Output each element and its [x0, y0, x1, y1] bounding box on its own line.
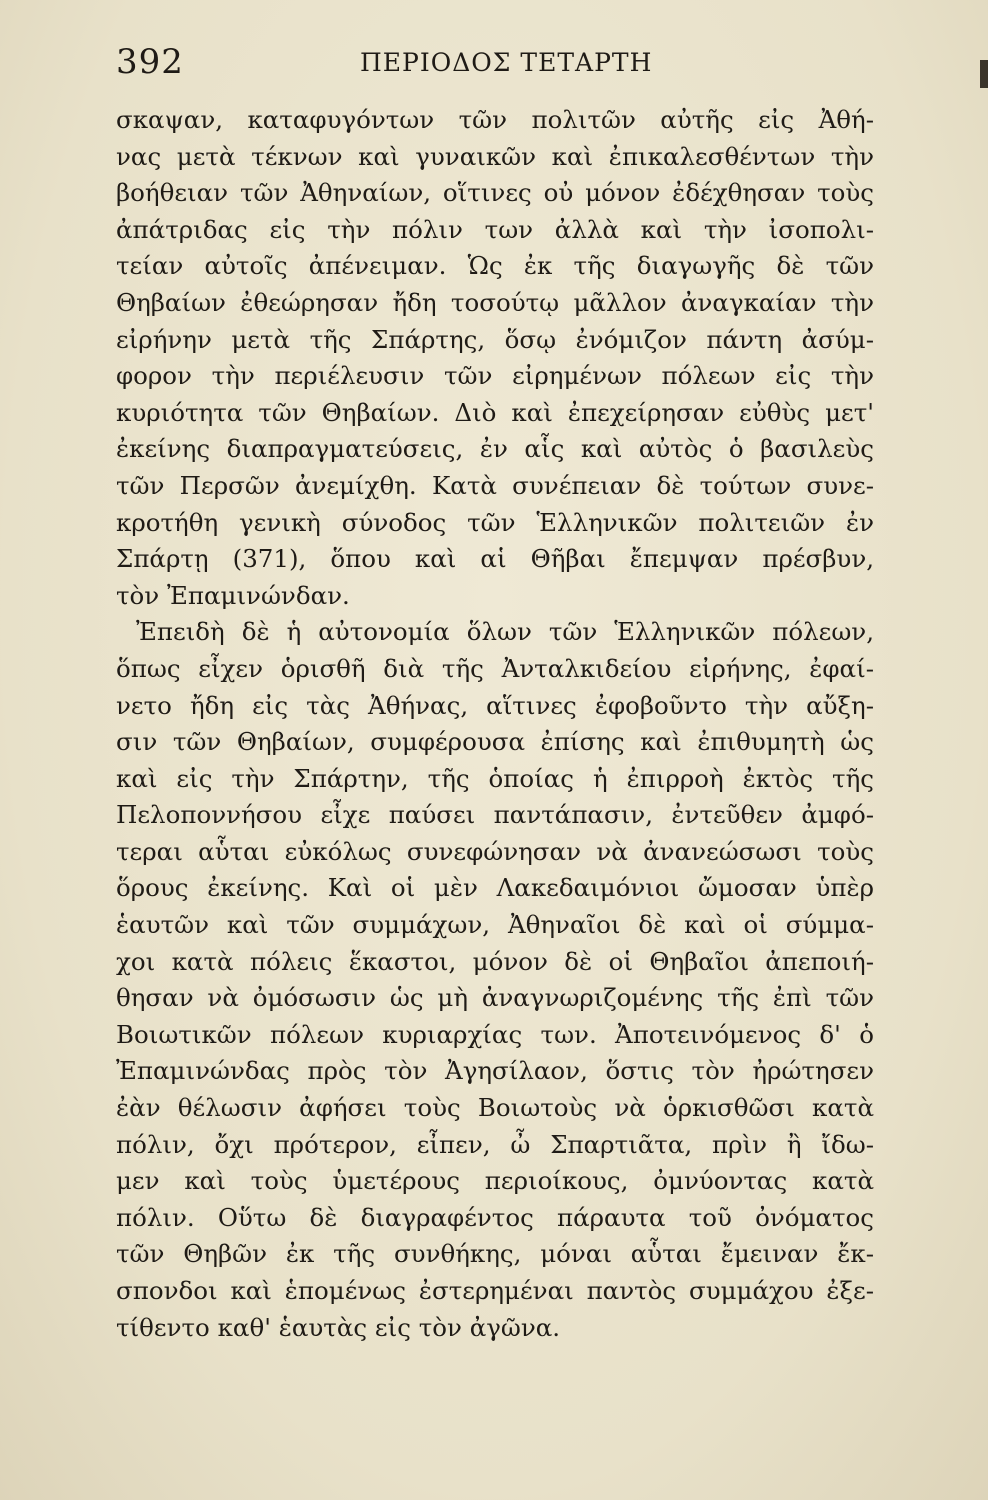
text-line: τὸν Ἐπαμινώνδαν.	[116, 580, 350, 610]
text-line: τείαν αὐτοῖς ἀπένειμαν. Ὡς ἐκ τῆς διαγωγῆς δὲ τῶν	[116, 251, 874, 281]
text-line: τίθεντο καθ' ἑαυτὰς εἰς τὸν ἀγῶνα.	[116, 1312, 561, 1342]
page-number: 392	[116, 42, 184, 82]
page-edge-mark	[980, 60, 988, 88]
text-line: πόλιν. Οὕτω δὲ διαγραφέντος πάραυτα τοῦ ὀνόματος	[116, 1202, 874, 1232]
text-line: χοι κατὰ πόλεις ἕκαστοι, μόνον δὲ οἱ Θηβαῖοι ἀπεποιή-	[116, 946, 874, 976]
body-text	[116, 102, 874, 1346]
text-line: ἀπάτριδας εἰς τὴν πόλιν των ἀλλὰ καὶ τὴν ἰσοπολι-	[116, 214, 874, 244]
text-line: κυριότητα τῶν Θηβαίων. Διὸ καὶ ἐπεχείρησαν εὐθὺς μετ'	[116, 397, 874, 427]
text-line: νας μετὰ τέκνων καὶ γυναικῶν καὶ ἐπικαλεσθέντων τὴν	[116, 141, 874, 171]
text-line: νετο ἤδη εἰς τὰς Ἀθήνας, αἵτινες ἐφοβοῦντο τὴν αὔξη-	[116, 690, 874, 720]
text-line: Ἐπαμινώνδας πρὸς τὸν Ἀγησίλαον, ὅστις τὸν ἠρώτησεν	[116, 1056, 874, 1086]
text-line: Βοιωτικῶν πόλεων κυριαρχίας των. Ἀποτεινόμενος δ' ὁ	[116, 1019, 874, 1049]
text-line: καὶ εἰς τὴν Σπάρτην, τῆς ὁποίας ἡ ἐπιρροὴ ἐκτὸς τῆς	[116, 763, 874, 793]
text-line: τῶν Περσῶν ἀνεμίχθη. Κατὰ συνέπειαν δὲ τούτων συνε-	[116, 470, 874, 500]
text-line: ἐκείνης διαπραγματεύσεις, ἐν αἷς καὶ αὐτὸς ὁ βασιλεὺς	[116, 434, 874, 464]
text-line: σπονδοι καὶ ἑπομένως ἐστερημέναι παντὸς συμμάχου ἐξε-	[116, 1276, 874, 1305]
text-line: μεν καὶ τοὺς ὑμετέρους περιοίκους, ὀμνύοντας κατὰ	[116, 1166, 874, 1196]
text-line: τῶν Θηβῶν ἐκ τῆς συνθήκης, μόναι αὗται ἔμειναν ἔκ-	[116, 1239, 874, 1269]
text-line: Πελοποννήσου εἶχε παύσει παντάπασιν, ἐντεῦθεν ἀμφό-	[116, 800, 874, 830]
text-line: θησαν νὰ ὀμόσωσιν ὡς μὴ ἀναγνωριζομένης τῆς ἐπὶ τῶν	[116, 983, 874, 1013]
text-line: σιν τῶν Θηβαίων, συμφέρουσα ἐπίσης καὶ ἐπιθυμητὴ ὡς	[116, 727, 874, 757]
text-line: ἑαυτῶν καὶ τῶν συμμάχων, Ἀθηναῖοι δὲ καὶ οἱ σύμμα-	[116, 910, 874, 940]
text-line: τεραι αὗται εὐκόλως συνεφώνησαν νὰ ἀνανεώσωσι τοὺς	[116, 836, 874, 866]
text-line: εἰρήνην μετὰ τῆς Σπάρτης, ὅσῳ ἐνόμιζον πάντη ἀσύμ-	[116, 324, 874, 354]
text-line: ἐὰν θέλωσιν ἀφήσει τοὺς Βοιωτοὺς νὰ ὁρκισθῶσι κατὰ	[116, 1093, 874, 1123]
page-header	[0, 42, 988, 82]
text-line: πόλιν, ὄχι πρότερον, εἶπεν, ὦ Σπαρτιᾶτα, πρὶν ἢ ἴδω-	[116, 1129, 874, 1159]
text-line: φορον τὴν περιέλευσιν τῶν εἰρημένων πόλεων εἰς τὴν	[116, 361, 874, 391]
text-line: Θηβαίων ἐθεώρησαν ἤδη τοσούτῳ μᾶλλον ἀναγκαίαν τὴν	[116, 287, 874, 317]
text-line: Ἐπειδὴ δὲ ἡ αὐτονομία ὅλων τῶν Ἑλληνικῶν πόλεων,	[136, 617, 874, 647]
text-line: ὅρους ἐκείνης. Καὶ οἱ μὲν Λακεδαιμόνιοι ὤμοσαν ὑπὲρ	[116, 873, 874, 903]
running-head: ΠΕΡΙΟΔΟΣ ΤΕΤΑΡΤΗ	[360, 48, 653, 77]
text-line: ὅπως εἶχεν ὁρισθῆ διὰ τῆς Ἀνταλκιδείου εἰρήνης, ἐφαί-	[116, 653, 874, 683]
text-line: Σπάρτῃ (371), ὅπου καὶ αἱ Θῆβαι ἔπεμψαν πρέσβυν,	[116, 544, 874, 574]
text-line: βοήθειαν τῶν Ἀθηναίων, οἵτινες οὐ μόνον ἐδέχθησαν τοὺς	[116, 178, 874, 208]
text-line: κροτήθη γενικὴ σύνοδος τῶν Ἑλληνικῶν πολιτειῶν ἐν	[116, 507, 874, 537]
text-line: σκαψαν, καταφυγόντων τῶν πολιτῶν αὐτῆς εἰς Ἀθή-	[116, 105, 874, 134]
